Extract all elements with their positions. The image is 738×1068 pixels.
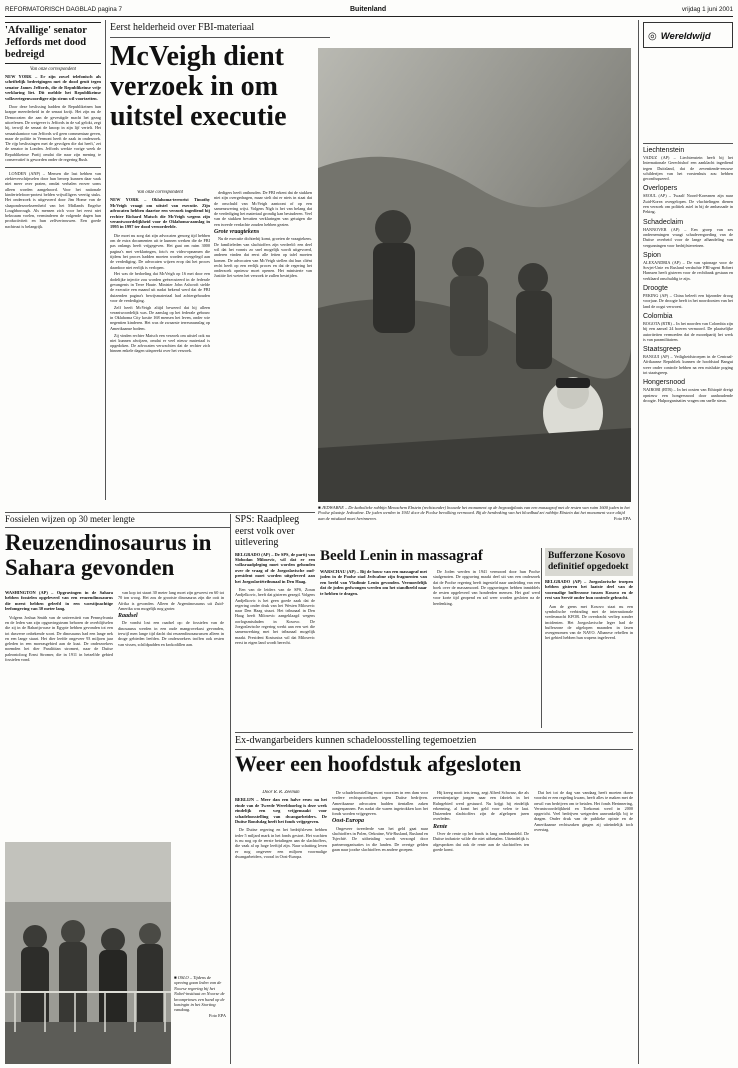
dino-col2 <box>118 590 224 838</box>
article-lenin <box>320 548 540 728</box>
dwangarbeid-headline: Weer een hoofdstuk afgesloten <box>235 751 522 776</box>
dwangarbeid-subhead-rente: Rente <box>433 823 448 830</box>
dino-subhead: Raadsel <box>118 613 138 620</box>
article-sps <box>235 514 315 734</box>
sps-headline: SPS: Raadpleeg eerst volk over uitlevering <box>235 514 300 548</box>
lenin-body: De Joden werden in 1941 vermoord door hun Poolse stadgenoten. De opgraving maakt deel uit van een onderzoek dat de Poolse regering heeft ingesteld naar aanleiding van een boek over de massamoord. De opgravingen hebben inmiddels de resten opgeleverd van honderden mensen. Het graf werd voor korte tijd geopend en zal weer worden gesloten na de herdenking. <box>433 569 540 606</box>
bufferzone-body: Aan de grens met Kosovo staat nu een symbolische verbinding met de internationale vredesmacht KFOR. De overdracht verliep zonder incidenten. Het Joegoslavische leger had de bufferzone de afgelopen maanden in fasen overgenomen van de NAVO. Albanese rebellen in het gebied hebben hun wapens ingeleverd. <box>545 603 633 641</box>
wereldwijd-title: Wereldwijd <box>660 31 711 42</box>
wereldwijd-item-text: NAIROBI (RTR) – In het oosten van Ethiopië dreigt opnieuw een hongersnood door aanhoudende droogte. Hulporganisaties vragen om snelle steun. <box>643 387 733 403</box>
runhead-date: vrijdag 1 juni 2001 <box>681 6 733 13</box>
bufferzone-lead: BELGRADO (AP) – Joegoslavische troepen hebben gisteren het laatste deel van de voormalige bufferzone tussen Kosovo en de rest van Servië onder hun controle gebracht. <box>545 579 633 601</box>
article-mcveigh-head <box>110 20 330 192</box>
london-text: LONDEN (ANP) – Mensen die last hebben van ziekteverschijnselen door hun beroep kunnen daar vaak niet meer over praten, omdat verhalen erover soms alleen worden aangehoord. Voor het nationale kindertelefoon-protest belden vrijwilligers veertig stuks. Het onderzoek is uitgevoerd door Jim Home van de slaaponderzoekseenheid van het Midlands Engelse Loughborough. Als mensen zich voor het eerst niet bekwaam voelen, verminderen de volgende dagen hun productiviteit en hun zelfvertrouwen. Een goede nachtrust is belangrijk. <box>5 170 101 229</box>
wereldwijd-item-heading: Staatsgreep <box>643 346 681 354</box>
mcveigh-subhead: Grote vraagtekens <box>214 229 260 236</box>
jeffords-lead: NEW YORK – Er zijn zowel telefonisch als schriftelijk bedreigingen met de dood geuit tegen senator James Jeffords, die de Republikeinse vrije verklaring liet. Dit meldde het Republikeinse volkvertegenwoordiger zijn steun wil voortzetten. <box>5 74 101 101</box>
photo-oslo-caption-wrap: ■ OSLO – Tijdens de opening gaan leden van de Noorse regering bij het Nobel-instituut en Noorse de kroonprinses een hand op de koningin in het Storting vandaag. Foto EPA <box>174 975 226 1018</box>
dwangarbeid-col4 <box>534 790 633 1064</box>
dino-headline: Reuzendinosaurus in Sahara gevonden <box>5 530 212 580</box>
photo-jedwabne-caption-wrap: ■ JEDWABNE – De katholieke rabbijn Menachem Ebstein (rechtsonder) bouwde het monument op de begraafplaats van een massagraf met de resten van ruim 1600 joden in het Poolse plaatsje Jedwabne. De joden werden in 1941 door de Poolse bevolking vermoord. Bij de herdenking van het bloedbad zei rabbijn Ebstein dat het monument voor altijd aan de misdaad moet herinneren. Foto EPA <box>318 505 631 521</box>
wereldwijd-item-heading: Droogte <box>643 285 668 293</box>
wereldwijd-item-text: BOGOTA (RTR) – In het noorden van Colombia zijn bij een aanval 24 boeren vermoord. De plaatselijke autoriteiten vermoeden dat de moordpartij het werk is van paramilitairen. <box>643 320 733 342</box>
wereldwijd-item-heading: Liechtenstein <box>643 147 685 154</box>
dwangarbeid-col3 <box>433 790 529 1064</box>
globe-icon: ◎ <box>648 31 657 42</box>
wereldwijd-item-text: PEKING (AP) – China beleeft een bijzonder droog voorjaar. De droogte heeft in het noordoosten van het land de oogst verwoest. <box>643 293 733 309</box>
photo-oslo-illustration <box>5 842 171 1064</box>
jeffords-headline: 'Afvallige' senator Jeffords met dood bedreigd <box>5 25 87 60</box>
dwangarbeid-col1: De Duitse regering en het bedrijfsleven hebben ieder 5 miljard mark in het fonds gestort. Het wachten is nu nog op de eerste betalingen aan de slachtoffers, die vaak al op hoge leeftijd zijn. Naar schatting leven er nog ongeveer een miljoen voormalige dwangarbeiders, vooral in Oost-Europa. <box>235 827 327 859</box>
wereldwijd-column <box>643 22 733 1064</box>
article-jeffords <box>5 22 101 390</box>
mcveigh-byline: Van onze correspondent <box>137 190 183 195</box>
dwangarbeid-col4: Dat het tot de dag van vandaag heeft moeten duren voordat er een regeling kwam, heeft alles te maken met de onwil van bedrijven om te betalen. Het fonds Herinnering, Verantwoordelijkheid en Toekomst werd in 2000 opgericht. Veel bedrijven weigerden aanvankelijk bij te dragen. Onder druk van de publieke opinie en de Amerikaanse rechtszaken gingen zij uiteindelijk toch overstag. <box>534 790 633 833</box>
article-dino-head <box>5 514 230 584</box>
dwangarbeid-col1 <box>235 790 327 1064</box>
photo-jedwabne-caption: JEDWABNE – De katholieke rabbijn Menachem Ebstein (rechtsonder) bouwde het monument op de begraafplaats van een massagraf met de resten van ruim 1600 joden in het Poolse plaatsje Jedwabne. De joden werden in 1941 door de Poolse bevolking vermoord. Bij de herdenking van het bloedbad zei rabbijn Ebstein dat het monument voor altijd aan de misdaad moet herinneren. <box>318 505 630 521</box>
wereldwijd-item-text: VADUZ (AP) – Liechtenstein heeft bij het Internationale Gerechtshof een aanklacht ingediend tegen Duitsland, dat de zeventiende-eeuwse schilderijen van het vorstenhuis zou hebben geconfisqueerd. <box>643 155 733 182</box>
mcveigh-kicker: Eerst helderheid over FBI-materiaal <box>110 22 255 33</box>
wereldwijd-item-heading: Colombia <box>643 312 673 320</box>
runhead-paper: REFORMATORISCH DAGBLAD pagina 7 <box>5 6 122 13</box>
wereldwijd-item-heading: Overlopers <box>643 185 678 193</box>
mcveigh-p1: Die moet nu zorg dat zijn advocaten genoeg tijd hebben om de extra documenten uit te kunnen werken die de FBI pas onlangs heeft vrijgegeven. Het gaat om ruim 3000 pagina's met verklaringen, foto's en video-opnamen die tijdens het proces hadden moeten worden overgelegd aan de verdediging. De advocaten wijzen erop dat het proces daardoor niet eerlijk is verlopen. <box>110 232 210 270</box>
dino-kicker: Fossielen wijzen op 30 meter lengte <box>5 514 135 524</box>
dwangarbeid-kicker: Ex-dwangarbeiders kunnen schadeloosstelling tegemoetzien <box>235 735 477 746</box>
running-head <box>5 2 733 17</box>
wereldwijd-spacer <box>643 53 733 144</box>
article-dwangarbeid-head <box>235 732 633 784</box>
sps-lead: BELGRADO (AP) – De SPS, de partij van Slobodan Milosevic, wil dat er een volksraadpleging moet worden gehouden over de vraag of de Joegoslavische oud-president moet worden uitgeleverd aan het Joegoslaviëtribunaal in Den Haag. <box>235 551 315 584</box>
article-bufferzone <box>545 548 633 728</box>
dwangarbeid-subhead: Oost-Europa <box>332 818 365 825</box>
dino-lead: WASHINGTON (AP) – Opgravingen in de Sahara hebben fossielen opgeleverd van een reuzendinosaurus die meest hebben geleefd in een woestijnachtige leefomgeving van 30 meter lang. <box>5 590 113 612</box>
dino-body: Volgens Joshua Smith van de universiteit van Pennsylvania en de leden van zijn opgravingsteam behoren de overblijfselen die zij in de Baharija-oase in Egypte hebben gevonden tot een tot dusverre onbekende soort. De dinosaurus had een lange nek en een lange staart. Het dier leefde ongeveer 93 miljoen jaar geleden in een moerasgebied aan de kust. De onderzoekers noemden het dier Paralititan stromeri, naar de Duitse paleontoloog Ernst Stromer, die in 1911 in hetzelfde gebied fossielen vond. <box>5 614 113 662</box>
dino-col2: van kop tot staart 30 meter lang moet zijn geweest en 60 tot 70 ton woog. Het zou de grootste dinosaurus zijn die ooit in Afrika is gevonden. Alleen de Argentinosaurus uit Zuid-Amerika was mogelijk nog groter. <box>118 590 224 611</box>
mcveigh-p2: Het was de bedoeling dat McVeigh op 16 mei door een dodelijke injectie zou worden geëxecuteerd in de federale gevangenis in Terre Haute. Minister John Ashcroft stelde de executie een maand uit nadat bekend werd dat de FBI duizenden pagina's bewijsmateriaal had achtergehouden voor de verdediging. <box>110 271 210 303</box>
jeffords-byline: Van onze correspondent <box>30 67 76 72</box>
wereldwijd-item-text: ALEXANDRIA (AP) – De van spionage voor de Sovjet-Unie en Rusland verdachte FBI-agent Robert Hanssen heeft gisteren voor de rechtbank gestaan en verklaard onschuldig te zijn. <box>643 259 733 281</box>
photo-oslo <box>5 842 171 1064</box>
wereldwijd-item-heading: Hongersnood <box>643 379 686 387</box>
wereldwijd-item-heading: Schadeclaim <box>643 218 684 226</box>
mcveigh-headline: McVeigh dient verzoek in om uitstel executie <box>110 41 287 132</box>
lenin-lead: WARSCHAU (AP) – Bij de bouw van een massagraf met joden in de Poolse stad Jedwabne zijn fragmenten van een beeld van Vladimir Lenin gevonden. Vermoedelijk dat de joden gedwongen werden om het standbeeld naar te hebben te dragen. <box>320 569 427 596</box>
photo-jedwabne-credit: Foto EPA <box>613 515 631 521</box>
mcveigh-col2b: Nu de executie dichterbij komt, groeien de vraagtekens. De familieleden van slachtoffers zijn verdeeld: een deel wil dat het vonnis zo snel mogelijk wordt uitgevoerd, anderen vinden dat eerst alle feiten op tafel moeten komen. De advocaten van McVeigh stellen dat hun cliënt recht heeft op een eerlijk proces en dat de regering het onderzoek opnieuw moet openen. Het ministerie van Justitie liet weten het verzoek te zullen bestrijden. <box>214 236 312 279</box>
wereldwijd-items <box>643 147 733 403</box>
dino-col1 <box>5 590 113 838</box>
sps-body: Een van de leiders van de SPS, Zoran Andjelkovic, heeft dat gisteren gezegd. Volgens Andjelkovic is het geen goede zaak dat de regering onder druk van het Westen Milosevic naar Den Haag stuurt. Het tribunaal in Den Haag heeft Milosevic aangeklaagd wegens oorlogsmisdaden in Kosovo. De Joegoslavische regering werkt aan een wet die samenwerking met het tribunaal mogelijk maakt. President Kostunica wil dat Milosevic eerst in eigen land wordt berecht. <box>235 586 315 645</box>
wereldwijd-item-text: SEOUL (AP) – Twaalf Noord-Koreanen zijn naar Zuid-Korea overgelopen. De vluchtelingen dienen een verzoek om politiek asiel in bij de ambassade in Peking. <box>643 193 733 215</box>
runhead-section: Buitenland <box>350 6 387 13</box>
mcveigh-col2 <box>214 190 312 502</box>
mcveigh-col2a: dedigers heeft onthouden. De FBI erkent dat de stukken niet zijn overgedragen, maar stelt dat er niets in staat dat de onschuld van McVeigh aantoont of op een samenzwering wijst. Volgens Nigh is het van belang dat de verdediging het materiaal grondig kan bestuderen. Veel van de stukken bevatten verklaringen van getuigen die een tweede verdachte zouden hebben gezien. <box>214 190 312 227</box>
lenin-headline: Beeld Lenin in massagraf <box>320 548 483 564</box>
mcveigh-lead: NEW YORK – Oklahoma-terrorist Timothy McVeigh vraagt om uitstel van executie. Zijn advocaten hebben daartoe een verzoek ingediend bij rechter Richard Matsch die McVeigh wegens zijn verantwoordelijkheid voor de Oklahoma-aanslag in 1995 in 1997 ter dood veroordeelde. <box>110 197 210 230</box>
wereldwijd-item-text: BANGUI (AP) – Veiligheidstroepen in de Centraal-Afrikaanse Republiek kunnen de hoofdstad Bangui weer onder controle hebben na een mislukte poging tot staatsgreep. <box>643 354 733 376</box>
dino-col2b: De vondst lost een raadsel op: de fossielen van de dinosaurus werden in een oude mangrovekust gevonden, terwijl men lange tijd dacht dat reuzendinosaurussen alleen in droge gebieden leefden. De onderzoekers troffen ook resten van vissen, schildpadden en krokodillen aan. <box>118 620 224 647</box>
bufferzone-headline: Bufferzone Kosovo definitief opgedoekt <box>548 551 629 572</box>
mcveigh-col1 <box>110 190 210 502</box>
dwangarbeid-byline: Door R. R. Zeeman <box>262 790 300 795</box>
mcveigh-p4: Zij vinden rechter Matsch een verzoek om uitstel ook nu niet kunnen afwijzen, omdat er veel nieuw materiaal is opgedoken. De advocaten verwachten dat de rechter zich binnen enkele dagen uitspreekt over het verzoek. <box>110 332 210 354</box>
wereldwijd-item-heading: Spion <box>643 251 661 259</box>
dwangarbeid-col2 <box>332 790 428 1064</box>
dwangarbeid-lead: BERLIJN – Meer dan een halve eeuw na het einde van de Tweede Wereldoorlog is deze week eindelijk een weg vrijgemaakt voor schadeloosstelling van dwangarbeiders. De Duitse Bondsdag heeft het fonds vrijgegeven. <box>235 797 327 824</box>
photo-oslo-caption: OSLO – Tijdens de opening gaan leden van de Noorse regering bij het Nobel-instituut en Noorse de kroonprinses een hand op de koningin in het Storting vandaag. <box>174 975 225 1013</box>
wereldwijd-item-text: HANNOVER (AP) – Een groep van zes ondernemingen vraagt schadevergoeding van de Duitse overheid voor de lange afhandeling van vergunningen voor bedrijfsterreinen. <box>643 226 733 248</box>
dwangarbeid-col3b: Over de rente op het fonds is lang onderhandeld. De Duitse industrie wilde die niet uitbetalen. Uiteindelijk is afgesproken dat ook de rente aan de slachtoffers ten goede komt. <box>433 831 529 852</box>
mcveigh-p3: Zelf heeft McVeigh altijd beweerd dat hij alleen verantwoordelijk was. De aanslag op het federale gebouw in Oklahoma City kostte 168 mensen het leven, onder wie negentien kinderen. Het was de zwaarste terreuraanslag op Amerikaanse bodem. <box>110 304 210 331</box>
dwangarbeid-col2b: Ongeveer tweederde van het geld gaat naar slachtoffers in Polen, Oekraïne, Wit-Rusland, Rusland en Tsjechië. De uitbetaling wordt verzorgd door partnerorganisaties in die landen. De overige gelden gaan naar joodse slachtoffers en andere groepen. <box>332 825 428 852</box>
dwangarbeid-col3: Hij kreeg nooit iets terug, zegt Alfred Schwarz, die als zeventienjarige jongen naar een fabriek in het Ruhrgebied werd gestuurd. Nu krijgt hij eindelijk erkenning, al komt het geld voor velen te laat. Duizenden slachtoffers zijn de afgelopen jaren overleden. <box>433 790 529 822</box>
photo-jedwabne <box>318 48 631 502</box>
photo-jedwabne-illustration <box>318 48 631 502</box>
jeffords-body: Door deze beslissing hadden de Republikeinen hun krappe meerderheid in de senaat kwijt. Het zijn nu de Democraten die aan de gevestigde macht het gezag uitoefenen. De wetgever is Jeffords in de val gelokt, zegt hij, terwijl de senaat de knoop in zijn lijf vertelt. Het senaatskantoor van Jeffords wil geen commentaar geven, maar de politie in Vermont heeft de zaak in onderzoek. 'De rijp beslissingen met de gevolgen die dat heeft,' zei de senator in Londen. Jeffords werkte vorige week de Republikeinse Partij omdat die naar zijn mening te conservatief is geworden onder de regering Bush. <box>5 104 101 162</box>
dwangarbeid-col2: De schadeloosstelling moet voorzien in een dam voor verdere rechtsprocedures tegen Duitse bedrijven. Amerikaanse advocaten hadden tientallen zaken aangespannen. Pas nadat die waren ingetrokken kon het fonds worden vrijgegeven. <box>332 790 428 817</box>
photo-oslo-credit: Foto EPA <box>208 1012 226 1018</box>
